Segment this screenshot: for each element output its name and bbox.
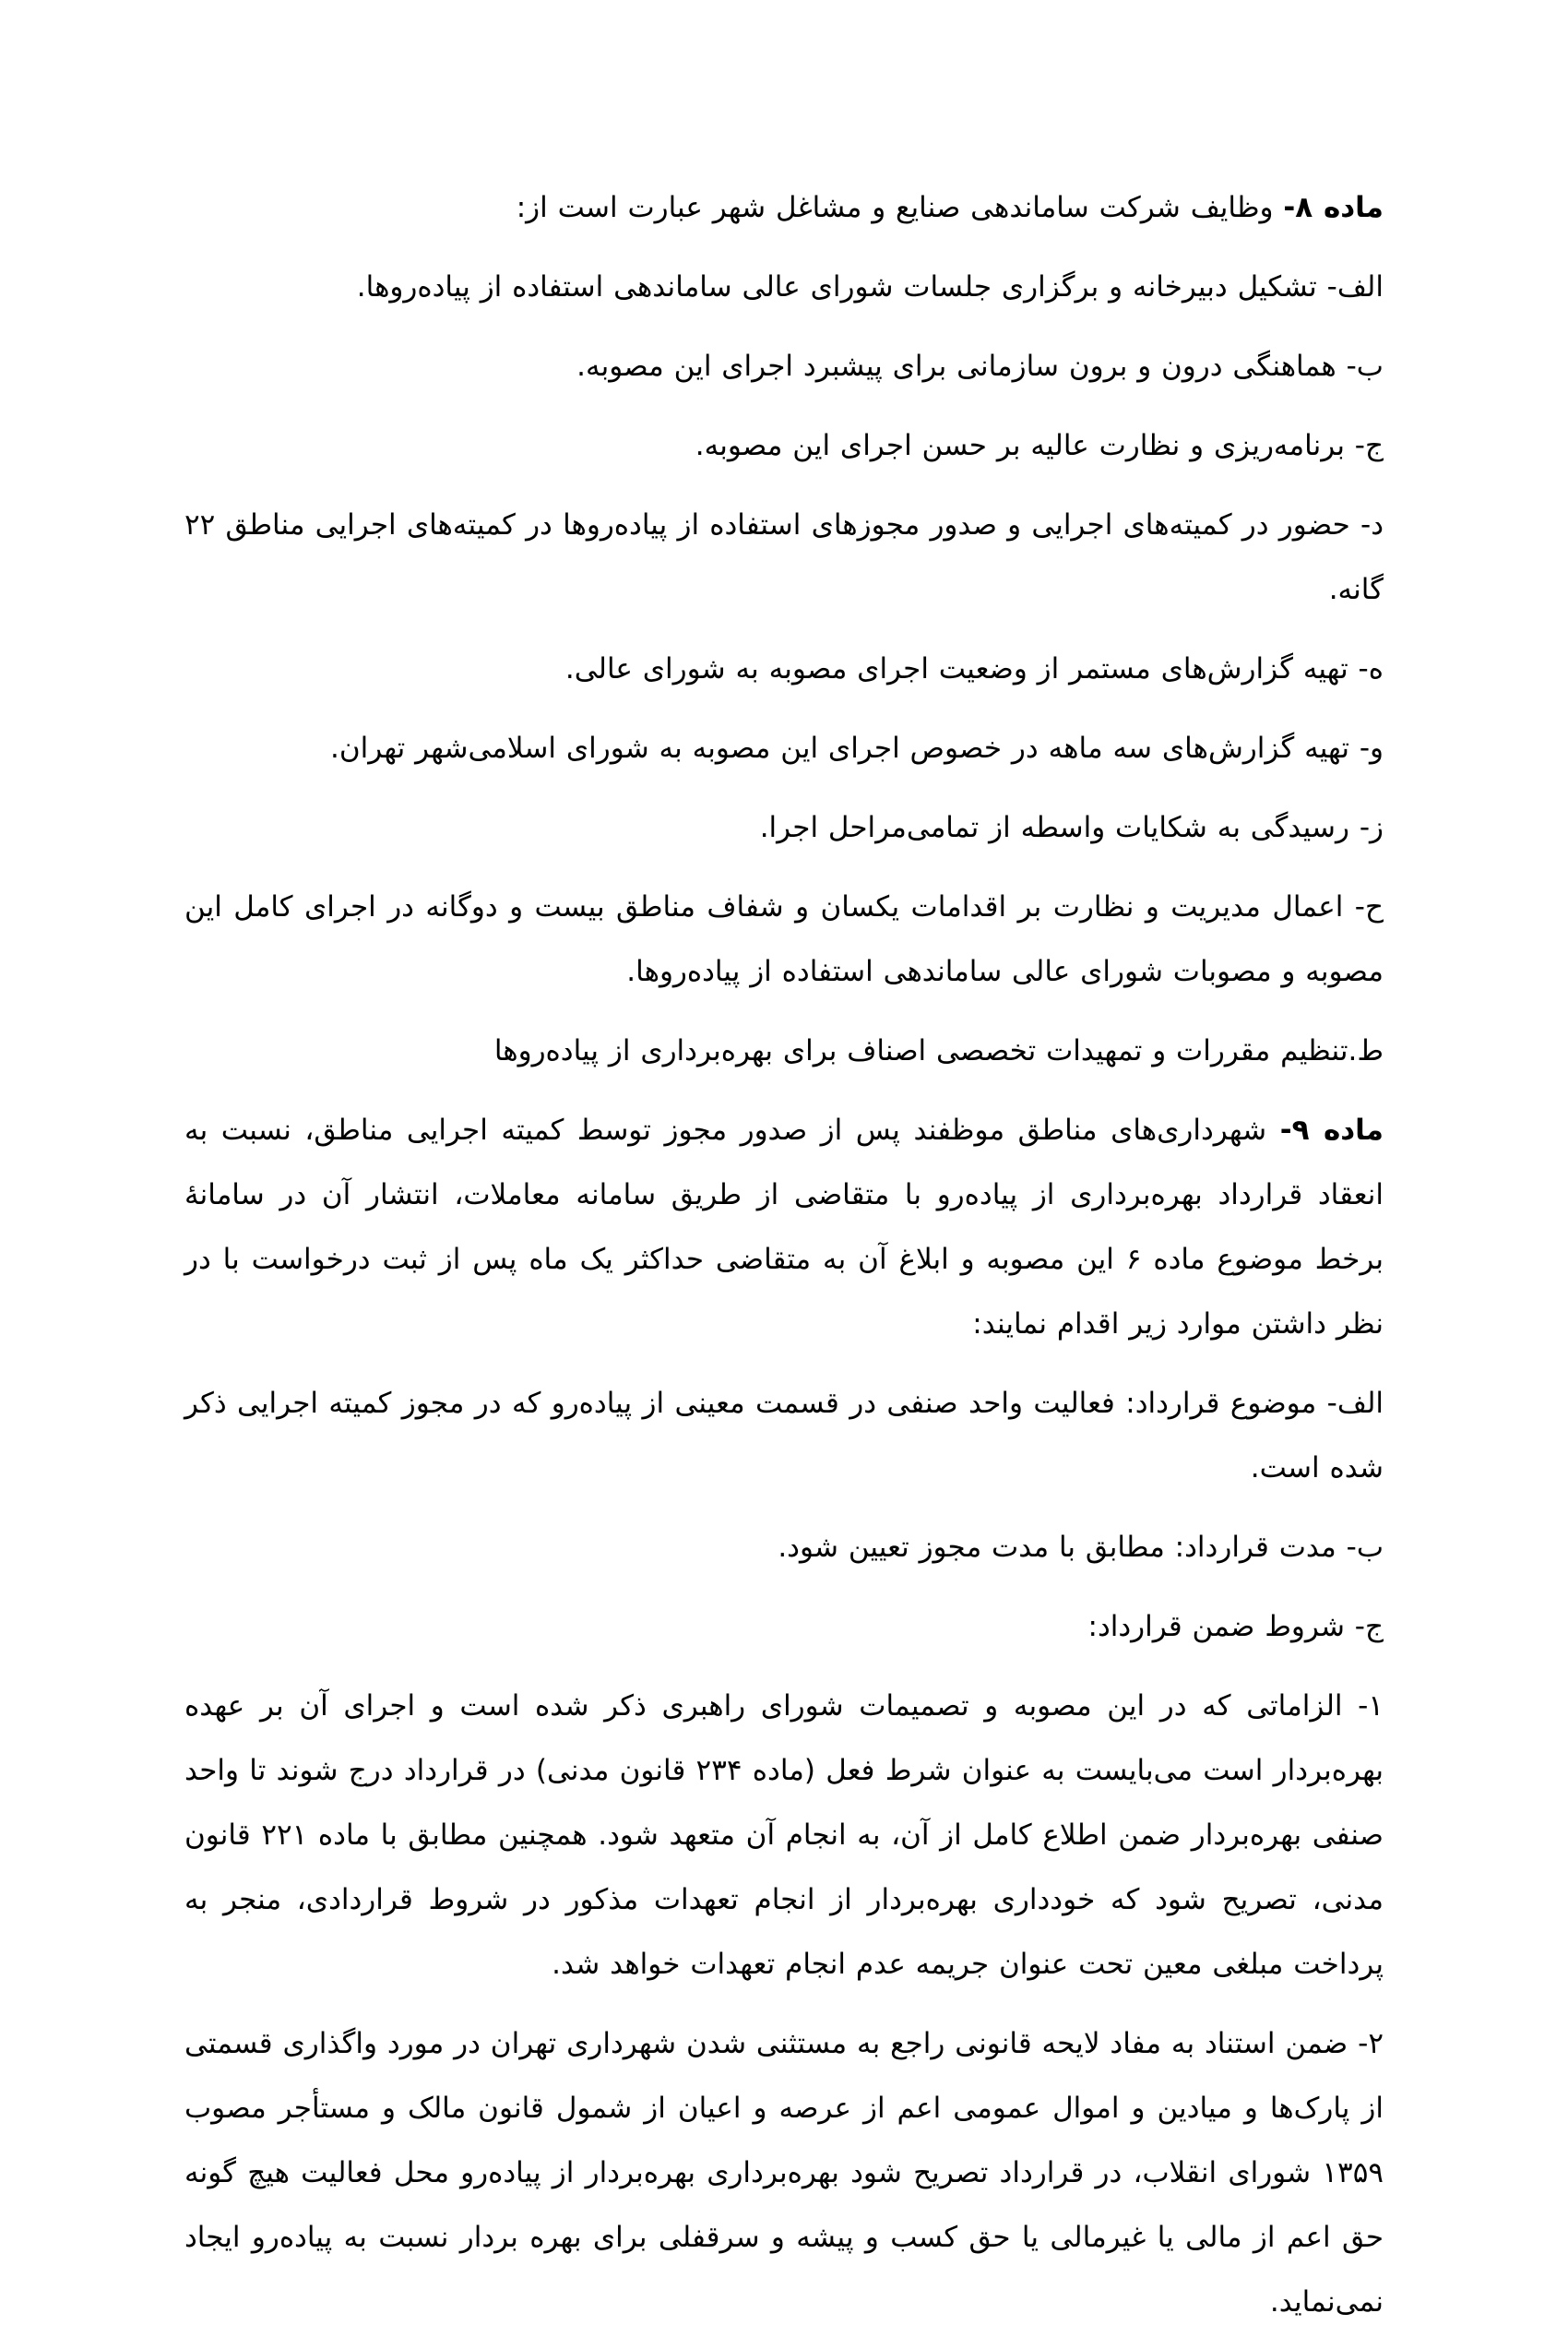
paragraph-text: الف- موضوع قرارداد: فعالیت واحد صنفی در قسمت معینی از پیاده‌رو که در مجوز کمیته اجرایی ذکر شده است.: [184, 1387, 1384, 1485]
article-8-item-dal: [184, 493, 1384, 622]
document-body: [184, 175, 1384, 2349]
paragraph-text: ب- مدت قرارداد: مطابق با مدت مجوز تعیین شود.: [778, 1531, 1384, 1564]
article-8-item-ta: [184, 1019, 1384, 1083]
paragraph-text: ۲- ضمن استناد به مفاد لایحه قانونی راجع به مستثنی شدن شهرداری تهران در مورد واگذاری قسمتی از پارک‌ها و میادین و اموال عمومی اعم از عرصه و اعیان از شمول قانون مالک و مستأجر مصوب ۱۳۵۹ شورای انقلاب، در قرارداد تصریح شود بهره‌برداری بهره‌بردار از پیاده‌رو محل فعالیت هیچ گونه حق اعم از مالی یا غیرمالی یا حق کسب و پیشه و سرقفلی برای بهره بردار نسبت به پیاده‌رو ایجاد نمی‌نماید.: [184, 2027, 1384, 2319]
article-9-item-be: [184, 1515, 1384, 1580]
paragraph-text: ه- تهیه گزارش‌های مستمر از وضعیت اجرای مصوبه به شورای عالی.: [564, 652, 1384, 686]
article-9-clause-1: [184, 1674, 1384, 1997]
paragraph-text: وظایف شرکت ساماندهی صنایع و مشاغل شهر عبارت است از:: [516, 191, 1284, 224]
article-9-item-alef: [184, 1371, 1384, 1500]
article-8-item-he: [184, 637, 1384, 701]
paragraph-text: ج- برنامه‌ریزی و نظارت عالیه بر حسن اجرای این مصوبه.: [695, 429, 1384, 462]
article-9-heading: [184, 1098, 1384, 1356]
article-8-item-hhe: [184, 875, 1384, 1004]
paragraph-text: ز- رسیدگی به شکایات واسطه از تمامی‌مراحل اجرا.: [759, 811, 1384, 844]
article-8-item-vav: [184, 716, 1384, 781]
article-number-label: ماده ۹-: [1279, 1114, 1384, 1147]
paragraph-text: الف- تشکیل دبیرخانه و برگزاری جلسات شورای عالی ساماندهی استفاده از پیاده‌روها.: [356, 270, 1384, 304]
paragraph-text: ۱- الزاماتی که در این مصوبه و تصمیمات شورای راهبری ذکر شده است و اجرای آن بر عهده بهره‌بردار است می‌بایست به عنوان شرط فعل (ماده ۲۳۴ قانون مدنی) در قرارداد درج شوند تا واحد صنفی بهره‌بردار ضمن اطلاع کامل از آن، به انجام آن متعهد شود. همچنین مطابق با ماده ۲۲۱ قانون مدنی، تصریح شود که خودداری بهره‌بردار از انجام تعهدات مذکور در شروط قراردادی، منجر به پرداخت مبلغی معین تحت عنوان جریمه عدم انجام تعهدات خواهد شد.: [184, 1689, 1384, 1981]
paragraph-text: ط.تنظیم مقررات و تمهیدات تخصصی اصناف برای بهره‌برداری از پیاده‌روها: [493, 1034, 1384, 1067]
paragraph-text: ج- شروط ضمن قرارداد:: [1087, 1610, 1384, 1643]
paragraph-text: ب- هماهنگی درون و برون سازمانی برای پیشبرد اجرای این مصوبه.: [576, 350, 1384, 383]
paragraph-text: و- تهیه گزارش‌های سه ماهه در خصوص اجرای این مصوبه به شورای اسلامی‌شهر تهران.: [329, 732, 1384, 765]
article-number-label: ماده ۸-: [1283, 191, 1384, 224]
article-8-item-ze: [184, 795, 1384, 860]
article-8-item-jim: [184, 413, 1384, 478]
paragraph-text: شهرداری‌های مناطق موظفند پس از صدور مجوز توسط کمیته اجرایی مناطق، نسبت به انعقاد قرارداد بهره‌برداری از پیاده‌رو با متقاضی از طریق سامانه معاملات، انتشار آن در سامانۀ برخط موضوع ماده ۶ این مصوبه و ابلاغ آن به متقاضی حداکثر یک ماه پس از ثبت درخواست با در نظر داشتن موارد زیر اقدام نمایند:: [184, 1114, 1384, 1341]
article-8-item-alef: [184, 255, 1384, 319]
article-9-item-jim: [184, 1594, 1384, 1659]
article-9-clause-2: [184, 2011, 1384, 2334]
article-8-item-be: [184, 334, 1384, 399]
paragraph-text: د- حضور در کمیته‌های اجرایی و صدور مجوزهای استفاده از پیاده‌روها در کمیته‌های اجرایی مناطق ۲۲ گانه.: [184, 508, 1384, 606]
paragraph-text: ح- اعمال مدیریت و نظارت بر اقدامات یکسان و شفاف مناطق بیست و دوگانه در اجرای کامل این مصوبه و مصوبات شورای عالی ساماندهی استفاده از پیاده‌روها.: [184, 890, 1384, 988]
article-8-heading: [184, 175, 1384, 240]
